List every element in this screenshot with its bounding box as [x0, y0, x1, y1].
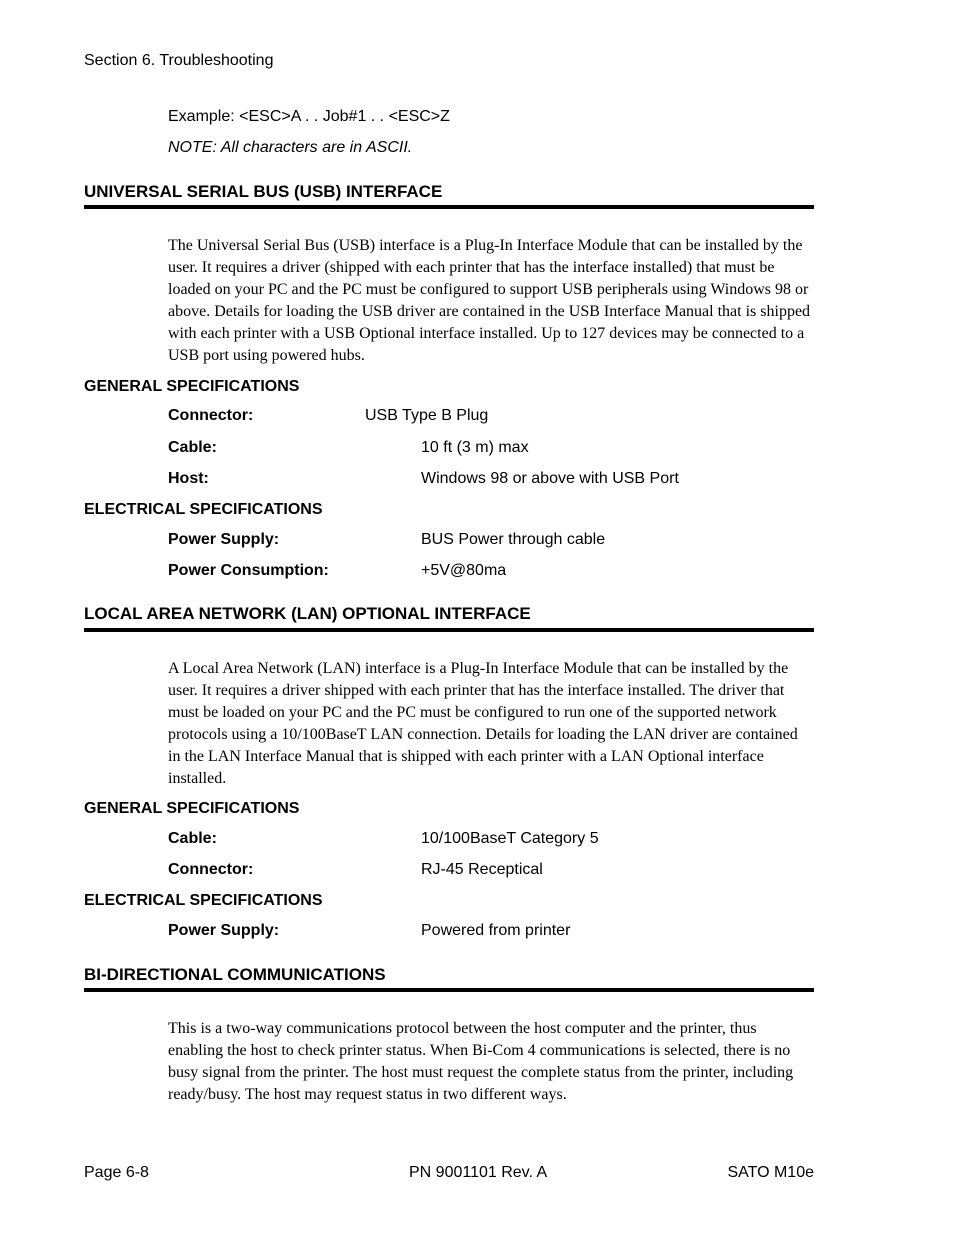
lan-cable-value: 10/100BaseT Category 5 [421, 830, 599, 847]
usb-host-value: Windows 98 or above with USB Port [421, 470, 679, 487]
lan-power-supply-value: Powered from printer [421, 922, 571, 939]
usb-power-consumption-label: Power Consumption: [168, 562, 329, 579]
lan-paragraph: A Local Area Network (LAN) interface is a Plug-In Interface Module that can be installed by the user. It requires a driver shipped with each printer that has the interface installed. The driver that must be loaded on your PC and the PC must be configured to run one of the supported network protocols using a 10/100BaseT LAN connection. Details for loading the LAN driver are contained in the LAN Interface Manual that is shipped with each printer with a LAN Optional interface installed. [168, 660, 798, 787]
usb-general-heading: GENERAL SPECIFICATIONS [84, 378, 300, 395]
usb-cable-label: Cable: [168, 439, 217, 456]
usb-paragraph: The Universal Serial Bus (USB) interface is a Plug-In Interface Module that can be installed by the user. It requires a driver (shipped with each printer that has the interface installed) that must be loaded on your PC and the PC must be configured to support USB peripherals using Windows 98 or above. Details for loading the USB driver are contained in the USB Interface Manual that is shipped with each printer with a USB Optional interface installed. Up to 127 devices may be connected to a USB port using powered hubs. [168, 237, 811, 364]
usb-host-label: Host: [168, 470, 209, 487]
lan-connector-value: RJ-45 Receptical [421, 861, 543, 878]
usb-connector-label: Connector: [168, 407, 254, 424]
lan-cable-label: Cable: [168, 830, 217, 847]
example-text: Example: <ESC>A . . Job#1 . . <ESC>Z [168, 108, 450, 125]
usb-power-consumption-value: +5V@80ma [421, 562, 507, 579]
usb-power-supply-value: BUS Power through cable [421, 531, 606, 548]
lan-power-supply-label: Power Supply: [168, 922, 280, 939]
usb-heading-rule [84, 205, 814, 209]
lan-electrical-heading: ELECTRICAL SPECIFICATIONS [84, 892, 323, 909]
bicom-heading-rule [84, 988, 814, 992]
lan-heading: LOCAL AREA NETWORK (LAN) OPTIONAL INTERFACE [84, 604, 531, 623]
lan-general-heading: GENERAL SPECIFICATIONS [84, 800, 300, 817]
footer-page-number: Page 6-8 [84, 1164, 149, 1181]
bicom-heading: BI-DIRECTIONAL COMMUNICATIONS [84, 965, 386, 984]
usb-cable-value: 10 ft (3 m) max [421, 439, 529, 456]
usb-connector-value: USB Type B Plug [365, 407, 489, 424]
usb-power-supply-label: Power Supply: [168, 531, 280, 548]
usb-heading: UNIVERSAL SERIAL BUS (USB) INTERFACE [84, 182, 443, 201]
ascii-note: NOTE: All characters are in ASCII. [168, 139, 413, 156]
footer-part-number: PN 9001101 Rev. A [409, 1164, 548, 1181]
usb-electrical-heading: ELECTRICAL SPECIFICATIONS [84, 501, 323, 518]
footer-product: SATO M10e [727, 1164, 814, 1181]
lan-connector-label: Connector: [168, 861, 254, 878]
lan-heading-rule [84, 628, 814, 632]
bicom-paragraph: This is a two-way communications protocol between the host computer and the printer, thus enabling the host to check printer status. When Bi-Com 4 communications is selected, there is no busy signal from the printer. The host must request the complete status from the printer, including ready/busy. The host may request status in two different ways. [168, 1020, 794, 1103]
section-header: Section 6. Troubleshooting [84, 52, 274, 69]
